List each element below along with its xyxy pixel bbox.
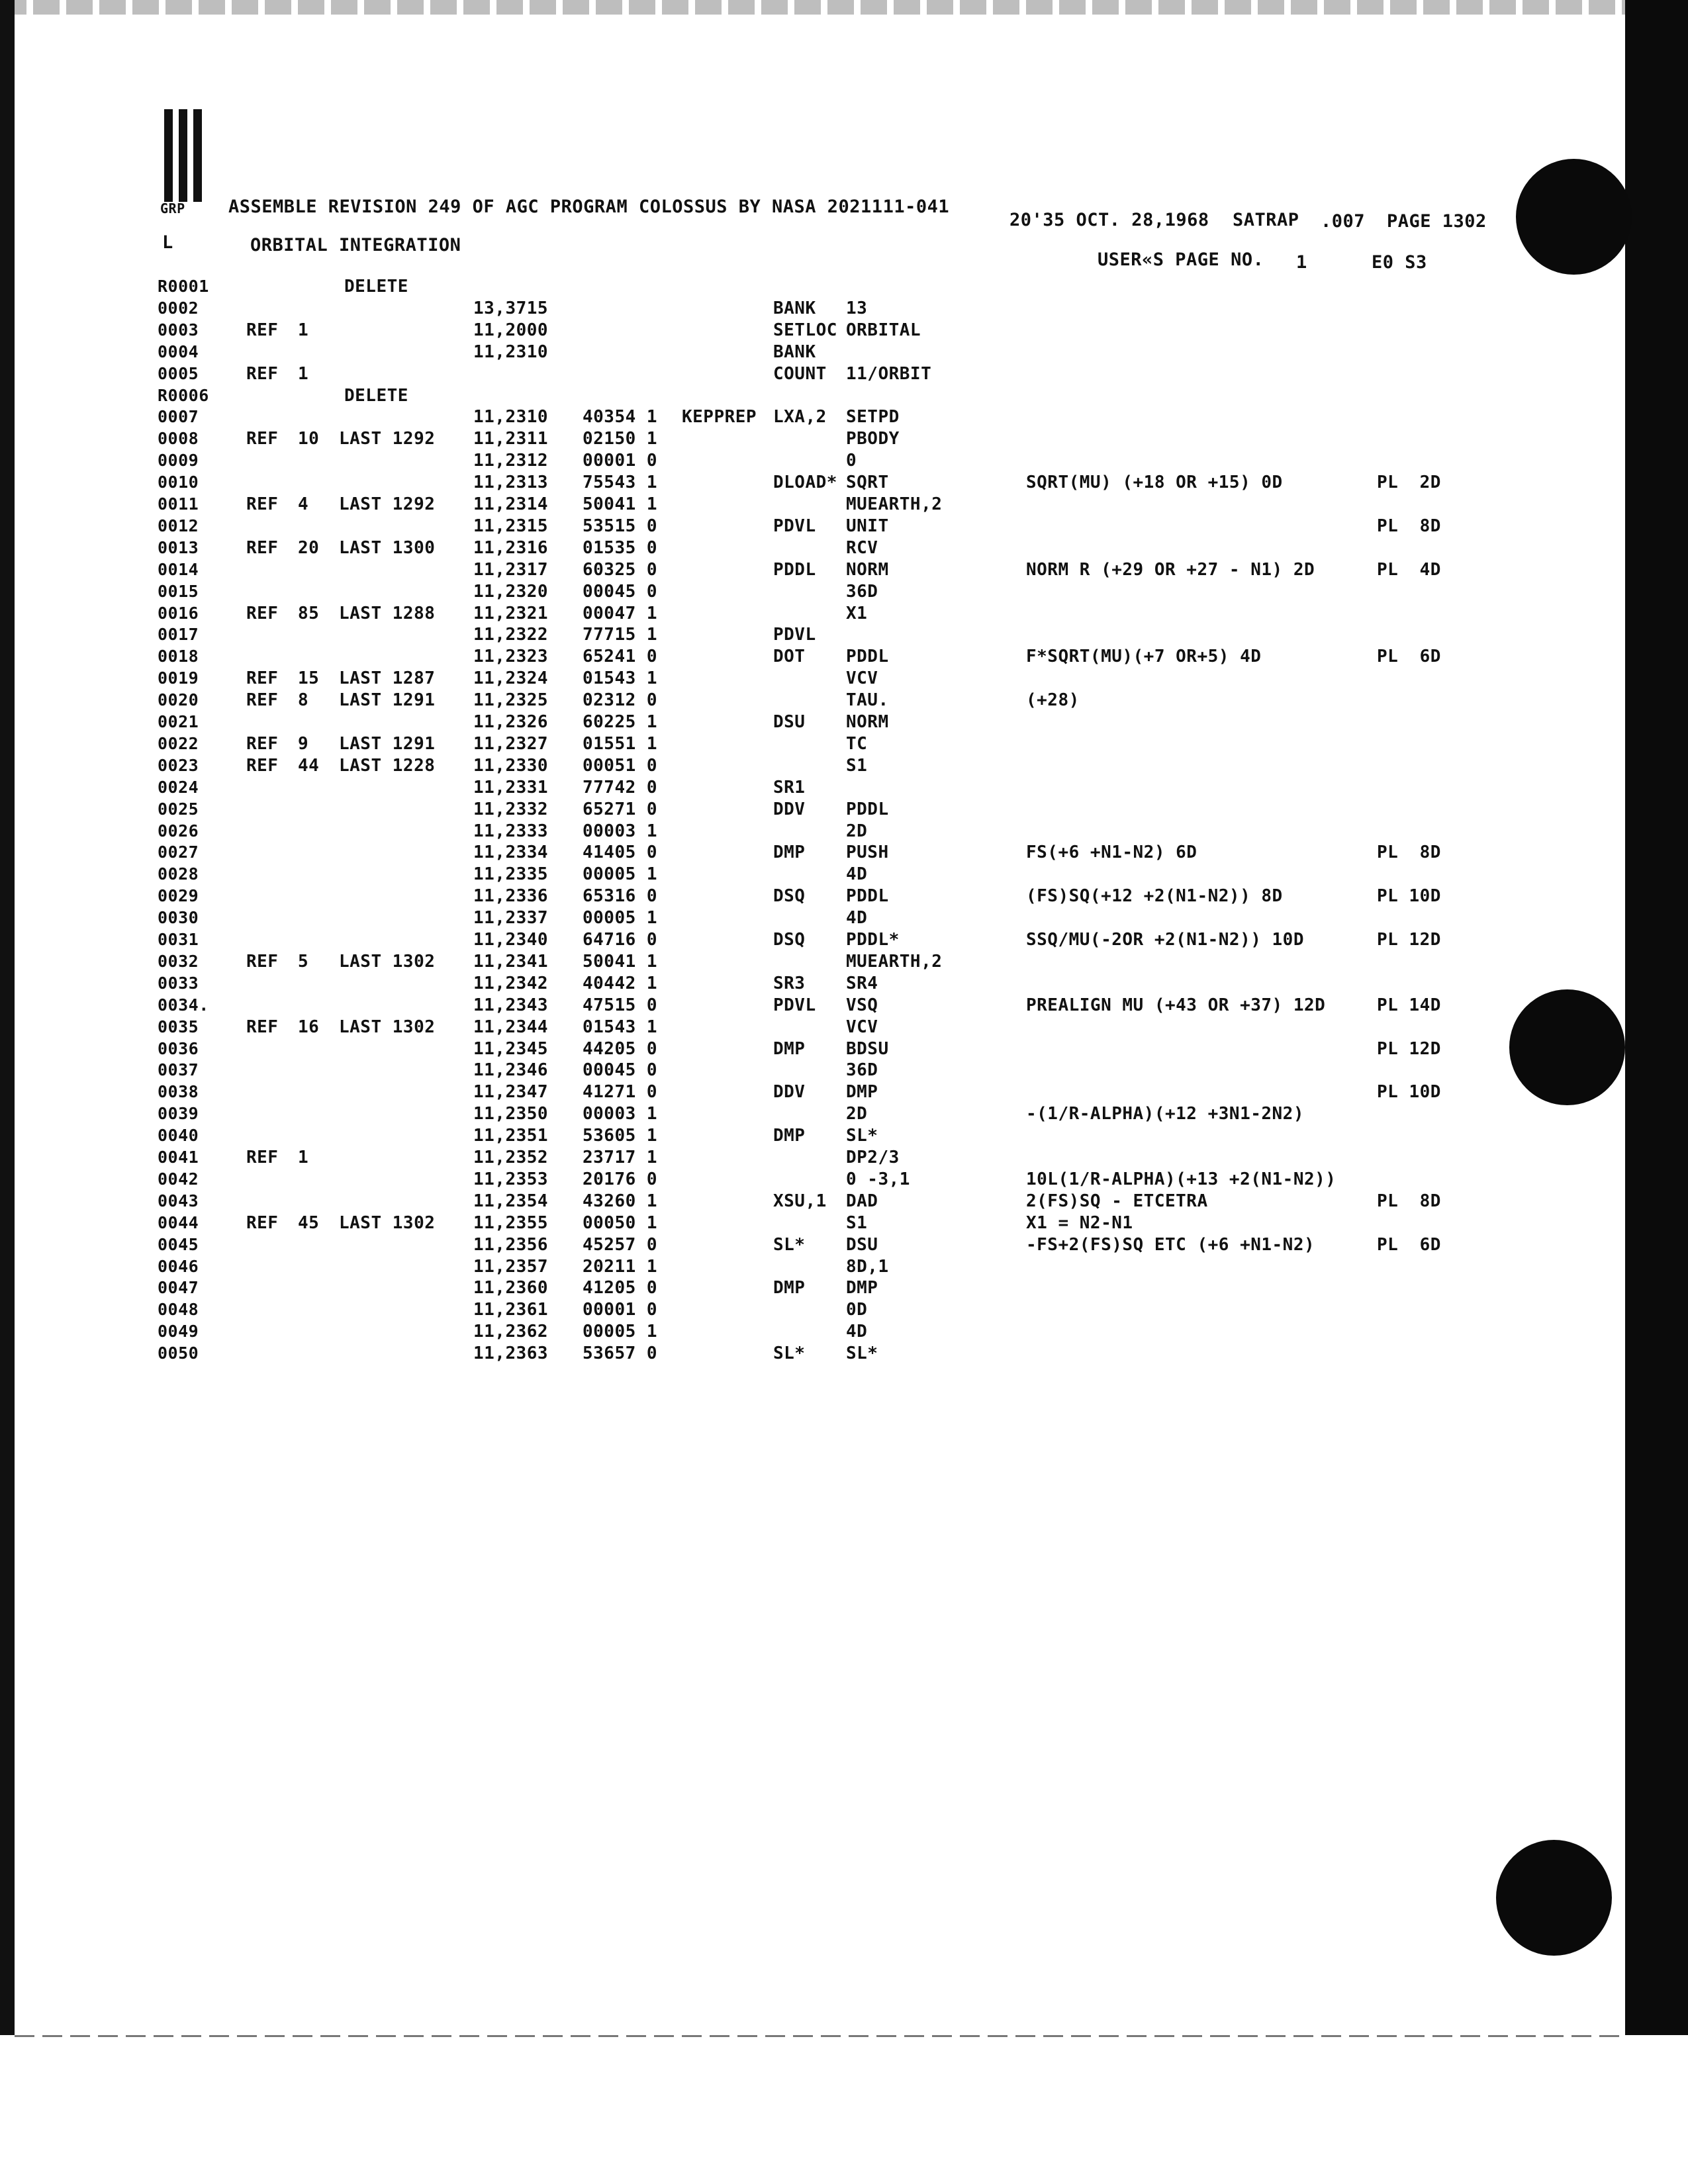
sequence-number: 0022 [158,734,199,753]
ref-count: 1 [298,320,309,340]
pushdown-level: PL 10D [1377,886,1441,906]
operand-field: MUEARTH,2 [846,952,943,972]
opcode-field: SL* [773,1343,806,1363]
comment-field: (+28) [1026,690,1080,710]
pushdown-level: PL 8D [1377,842,1441,862]
pushdown-level: PL 6D [1377,647,1441,666]
octal-code: 00045 0 [583,582,658,602]
octal-code: 01543 1 [583,668,658,688]
sequence-number: 0013 [158,538,199,557]
octal-code: 50041 1 [583,952,658,972]
pushdown-level: PL 6D [1377,1235,1441,1255]
ref-count: 8 [298,690,309,710]
sequence-number: 0011 [158,494,199,514]
opcode-field: SETLOC [773,320,837,340]
octal-code: 60225 1 [583,712,658,732]
sequence-number: 0034. [158,995,209,1015]
ref-count: 16 [298,1017,320,1037]
operand-field: 11/ORBIT [846,364,932,384]
e0-s3-label: E0 S3 [1372,252,1427,273]
memory-address: 11,2321 [473,604,549,623]
opcode-field: SL* [773,1235,806,1255]
sequence-number: 0003 [158,320,199,340]
operand-field: RCV [846,538,878,558]
sequence-number: 0047 [158,1278,199,1297]
ref-count: 15 [298,668,320,688]
octal-code: 00051 0 [583,756,658,776]
operand-field: BDSU [846,1039,889,1059]
sequence-number: 0035 [158,1017,199,1036]
top-edge-streak [0,0,1688,15]
comment-field: -(1/R-ALPHA)(+12 +3N1-2N2) [1026,1104,1304,1124]
l-marker: L [162,232,173,253]
sequence-number: 0049 [158,1322,199,1341]
octal-code: 23717 1 [583,1148,658,1167]
opcode-field: DMP [773,1039,806,1059]
memory-address: 11,2340 [473,930,549,950]
memory-address: 11,2315 [473,516,549,536]
operand-field: 0 -3,1 [846,1169,910,1189]
memory-address: 11,2313 [473,473,549,492]
memory-address: 11,2000 [473,320,549,340]
octal-code: 40354 1 [583,407,658,427]
octal-code: 53515 0 [583,516,658,536]
ref-marker: REF [246,756,279,776]
margin-bars-mark [164,109,211,202]
ref-count: 1 [298,1148,309,1167]
octal-code: 01551 1 [583,734,658,754]
operand-field: S1 [846,756,868,776]
memory-address: 11,2356 [473,1235,549,1255]
octal-code: 00050 1 [583,1213,658,1233]
last-page-ref: LAST 1292 [339,429,436,449]
memory-address: 11,2323 [473,647,549,666]
opcode-field: DMP [773,1278,806,1298]
ref-count: 4 [298,494,309,514]
sequence-number: 0030 [158,908,199,927]
memory-address: 11,2311 [473,429,549,449]
comment-field: PREALIGN MU (+43 OR +37) 12D [1026,995,1326,1015]
operand-field: VCV [846,1017,878,1037]
sequence-number: 0027 [158,842,199,862]
operand-field: 13 [846,298,868,318]
sequence-number: 0050 [158,1343,199,1363]
ref-marker: REF [246,690,279,710]
memory-address: 11,2355 [473,1213,549,1233]
memory-address: 11,2314 [473,494,549,514]
octal-code: 41271 0 [583,1082,658,1102]
memory-address: 11,2317 [473,560,549,580]
listing-title: ASSEMBLE REVISION 249 OF AGC PROGRAM COLOSSUS BY NASA 2021111-041 [228,197,950,217]
pushdown-level: PL 2D [1377,473,1441,492]
operand-field: DELETE [344,386,408,406]
opcode-field: PDVL [773,516,816,536]
opcode-field: DSU [773,712,806,732]
operand-field: SL* [846,1343,878,1363]
memory-address: 11,2316 [473,538,549,558]
octal-code: 41405 0 [583,842,658,862]
sequence-number: 0038 [158,1082,199,1101]
opcode-field: DDV [773,1082,806,1102]
listing-date: 20'35 OCT. 28,1968 [1009,210,1209,230]
memory-address: 11,2310 [473,407,549,427]
ref-marker: REF [246,1017,279,1037]
operand-field: SETPD [846,407,900,427]
opcode-field: DSQ [773,886,806,906]
memory-address: 11,2342 [473,974,549,993]
octal-code: 40442 1 [583,974,658,993]
octal-code: 53605 1 [583,1126,658,1146]
ref-count: 45 [298,1213,320,1233]
octal-code: 00001 0 [583,1300,658,1320]
punch-hole [1516,159,1632,275]
sequence-number: 0028 [158,864,199,884]
ref-count: 10 [298,429,320,449]
operand-field: PDDL [846,886,889,906]
octal-code: 41205 0 [583,1278,658,1298]
sequence-number: 0048 [158,1300,199,1319]
operand-field: VCV [846,668,878,688]
octal-code: 65241 0 [583,647,658,666]
ref-count: 9 [298,734,309,754]
memory-address: 11,2344 [473,1017,549,1037]
octal-code: 65316 0 [583,886,658,906]
assembler-name: SATRAP [1233,210,1299,230]
operand-field: PDDL* [846,930,900,950]
user-page-number: 1 [1296,252,1307,273]
pushdown-level: PL 12D [1377,930,1441,950]
sequence-number: R0006 [158,386,209,405]
sequence-number: 0036 [158,1039,199,1058]
pushdown-level: PL 12D [1377,1039,1441,1059]
memory-address: 11,2346 [473,1060,549,1080]
octal-code: 00003 1 [583,1104,658,1124]
sequence-number: 0015 [158,582,199,601]
operand-field: X1 [846,604,868,623]
opcode-field: DMP [773,1126,806,1146]
sequence-number: 0025 [158,799,199,819]
last-page-ref: LAST 1302 [339,1017,436,1037]
comment-field: NORM R (+29 OR +27 - N1) 2D [1026,560,1315,580]
sequence-number: 0008 [158,429,199,448]
sequence-number: 0017 [158,625,199,644]
ref-marker: REF [246,429,279,449]
octal-code: 44205 0 [583,1039,658,1059]
operand-field: PUSH [846,842,889,862]
octal-code: 00045 0 [583,1060,658,1080]
last-page-ref: LAST 1291 [339,734,436,754]
octal-code: 60325 0 [583,560,658,580]
operand-field: 0 [846,451,857,471]
octal-code: 20211 1 [583,1257,658,1277]
operand-field: DAD [846,1191,878,1211]
opcode-field: COUNT [773,364,827,384]
sequence-number: 0045 [158,1235,199,1254]
sequence-number: 0032 [158,952,199,971]
left-dark-border [0,0,15,2035]
pushdown-level: PL 4D [1377,560,1441,580]
last-page-ref: LAST 1288 [339,604,436,623]
sequence-number: 0026 [158,821,199,841]
ref-marker: REF [246,364,279,384]
comment-field: 2(FS)SQ - ETCETRA [1026,1191,1208,1211]
operand-field: DP2/3 [846,1148,900,1167]
operand-field: 8D,1 [846,1257,889,1277]
comment-field: -FS+2(FS)SQ ETC (+6 +N1-N2) [1026,1235,1315,1255]
memory-address: 11,2337 [473,908,549,928]
sequence-number: 0029 [158,886,199,905]
sequence-number: 0016 [158,604,199,623]
last-page-ref: LAST 1292 [339,494,436,514]
memory-address: 11,2347 [473,1082,549,1102]
memory-address: 11,2312 [473,451,549,471]
opcode-field: DDV [773,799,806,819]
comment-field: SSQ/MU(-2OR +2(N1-N2)) 10D [1026,930,1304,950]
memory-address: 11,2320 [473,582,549,602]
sequence-number: 0010 [158,473,199,492]
memory-address: 11,2360 [473,1278,549,1298]
operand-field: 2D [846,821,868,841]
octal-code: 01535 0 [583,538,658,558]
sequence-number: 0040 [158,1126,199,1145]
sequence-number: 0033 [158,974,199,993]
pushdown-level: PL 8D [1377,1191,1441,1211]
opcode-field: DLOAD* [773,473,837,492]
sequence-number: 0031 [158,930,199,949]
ref-marker: REF [246,604,279,623]
sequence-number: 0004 [158,342,199,361]
sequence-number: 0024 [158,778,199,797]
octal-code: 45257 0 [583,1235,658,1255]
memory-address: 11,2324 [473,668,549,688]
ref-marker: REF [246,952,279,972]
ref-count: 20 [298,538,320,558]
operand-field: PBODY [846,429,900,449]
opcode-field: DOT [773,647,806,666]
operand-field: MUEARTH,2 [846,494,943,514]
sequence-number: 0023 [158,756,199,775]
operand-field: NORM [846,712,889,732]
operand-field: S1 [846,1213,868,1233]
memory-address: 11,2325 [473,690,549,710]
memory-address: 11,2331 [473,778,549,797]
memory-address: 11,2332 [473,799,549,819]
memory-address: 11,2363 [473,1343,549,1363]
label-field: KEPPREP [682,407,757,427]
octal-code: 00005 1 [583,864,658,884]
opcode-field: LXA,2 [773,407,827,427]
operand-field: DELETE [344,277,408,296]
last-page-ref: LAST 1300 [339,538,436,558]
operand-field: NORM [846,560,889,580]
pushdown-level: PL 14D [1377,995,1441,1015]
memory-address: 11,2343 [473,995,549,1015]
sequence-number: 0014 [158,560,199,579]
ref-marker: REF [246,1213,279,1233]
operand-field: 0D [846,1300,868,1320]
last-page-ref: LAST 1291 [339,690,436,710]
opcode-field: BANK [773,298,816,318]
operand-field: SR4 [846,974,878,993]
operand-field: DMP [846,1082,878,1102]
memory-address: 11,2352 [473,1148,549,1167]
octal-code: 77742 0 [583,778,658,797]
octal-code: 20176 0 [583,1169,658,1189]
sequence-number: 0009 [158,451,199,470]
operand-field: PDDL [846,647,889,666]
sequence-number: 0037 [158,1060,199,1079]
operand-field: SQRT [846,473,889,492]
octal-code: 53657 0 [583,1343,658,1363]
memory-address: 11,2345 [473,1039,549,1059]
page-number: PAGE 1302 [1387,211,1487,232]
ref-marker: REF [246,668,279,688]
octal-code: 00005 1 [583,908,658,928]
memory-address: 11,2341 [473,952,549,972]
operand-field: 4D [846,1322,868,1342]
octal-code: 43260 1 [583,1191,658,1211]
last-page-ref: LAST 1302 [339,1213,436,1233]
sequence-number: 0007 [158,407,199,426]
octal-code: 00047 1 [583,604,658,623]
opcode-field: DMP [773,842,806,862]
operand-field: DMP [846,1278,878,1298]
memory-address: 11,2354 [473,1191,549,1211]
operand-field: VSQ [846,995,878,1015]
bottom-margin [0,2035,1688,2184]
octal-code: 64716 0 [583,930,658,950]
memory-address: 11,2327 [473,734,549,754]
memory-address: 13,3715 [473,298,549,318]
octal-code: 50041 1 [583,494,658,514]
memory-address: 11,2357 [473,1257,549,1277]
sequence-number: 0002 [158,298,199,318]
punch-hole [1509,989,1625,1105]
operand-field: 36D [846,1060,878,1080]
operand-field: 4D [846,864,868,884]
memory-address: 11,2330 [473,756,549,776]
octal-code: 01543 1 [583,1017,658,1037]
pushdown-level: PL 10D [1377,1082,1441,1102]
memory-address: 11,2333 [473,821,549,841]
operand-field: 2D [846,1104,868,1124]
sequence-number: 0021 [158,712,199,731]
operand-field: TAU. [846,690,889,710]
sequence-number: 0042 [158,1169,199,1189]
operand-field: SL* [846,1126,878,1146]
operand-field: ORBITAL [846,320,921,340]
comment-field: (FS)SQ(+12 +2(N1-N2)) 8D [1026,886,1283,906]
memory-address: 11,2310 [473,342,549,362]
sequence-number: 0018 [158,647,199,666]
ref-marker: REF [246,734,279,754]
opcode-field: SR1 [773,778,806,797]
opcode-field: PDDL [773,560,816,580]
sequence-number: 0039 [158,1104,199,1123]
memory-address: 11,2335 [473,864,549,884]
last-page-ref: LAST 1302 [339,952,436,972]
punch-hole [1496,1840,1612,1956]
octal-code: 00005 1 [583,1322,658,1342]
opcode-field: SR3 [773,974,806,993]
memory-address: 11,2326 [473,712,549,732]
ref-count: 5 [298,952,309,972]
memory-address: 11,2361 [473,1300,549,1320]
memory-address: 11,2334 [473,842,549,862]
opcode-field: DSQ [773,930,806,950]
comment-field: FS(+6 +N1-N2) 6D [1026,842,1197,862]
comment-field: SQRT(MU) (+18 OR +15) 0D [1026,473,1283,492]
opcode-field: PDVL [773,625,816,645]
assembler-version: .007 [1321,211,1366,232]
octal-code: 00003 1 [583,821,658,841]
pushdown-level: PL 8D [1377,516,1441,536]
comment-field: F*SQRT(MU)(+7 OR+5) 4D [1026,647,1262,666]
memory-address: 11,2350 [473,1104,549,1124]
ref-marker: REF [246,1148,279,1167]
user-page-label: USER«S PAGE NO. [1098,250,1264,270]
sequence-number: 0043 [158,1191,199,1210]
ref-count: 1 [298,364,309,384]
opcode-field: PDVL [773,995,816,1015]
section-title: ORBITAL INTEGRATION [250,235,461,255]
ref-marker: REF [246,320,279,340]
sequence-number: R0001 [158,277,209,296]
operand-field: 36D [846,582,878,602]
operand-field: DSU [846,1235,878,1255]
octal-code: 75543 1 [583,473,658,492]
last-page-ref: LAST 1287 [339,668,436,688]
octal-code: 02312 0 [583,690,658,710]
comment-field: X1 = N2-N1 [1026,1213,1133,1233]
opcode-field: BANK [773,342,816,362]
memory-address: 11,2362 [473,1322,549,1342]
sequence-number: 0012 [158,516,199,535]
memory-address: 11,2336 [473,886,549,906]
comment-field: 10L(1/R-ALPHA)(+13 +2(N1-N2)) [1026,1169,1336,1189]
operand-field: 4D [846,908,868,928]
sequence-number: 0019 [158,668,199,688]
bottom-edge-streak [15,2035,1625,2037]
memory-address: 11,2353 [473,1169,549,1189]
octal-code: 00001 0 [583,451,658,471]
sequence-number: 0046 [158,1257,199,1276]
opcode-field: XSU,1 [773,1191,827,1211]
grp-label: GRP [160,201,185,216]
ref-count: 85 [298,604,320,623]
octal-code: 77715 1 [583,625,658,645]
memory-address: 11,2351 [473,1126,549,1146]
operand-field: TC [846,734,868,754]
last-page-ref: LAST 1228 [339,756,436,776]
octal-code: 47515 0 [583,995,658,1015]
right-dark-border [1625,0,1688,2035]
ref-count: 44 [298,756,320,776]
ref-marker: REF [246,538,279,558]
sequence-number: 0005 [158,364,199,383]
memory-address: 11,2322 [473,625,549,645]
operand-field: UNIT [846,516,889,536]
sequence-number: 0044 [158,1213,199,1232]
operand-field: PDDL [846,799,889,819]
octal-code: 65271 0 [583,799,658,819]
ref-marker: REF [246,494,279,514]
octal-code: 02150 1 [583,429,658,449]
sequence-number: 0020 [158,690,199,709]
sequence-number: 0041 [158,1148,199,1167]
